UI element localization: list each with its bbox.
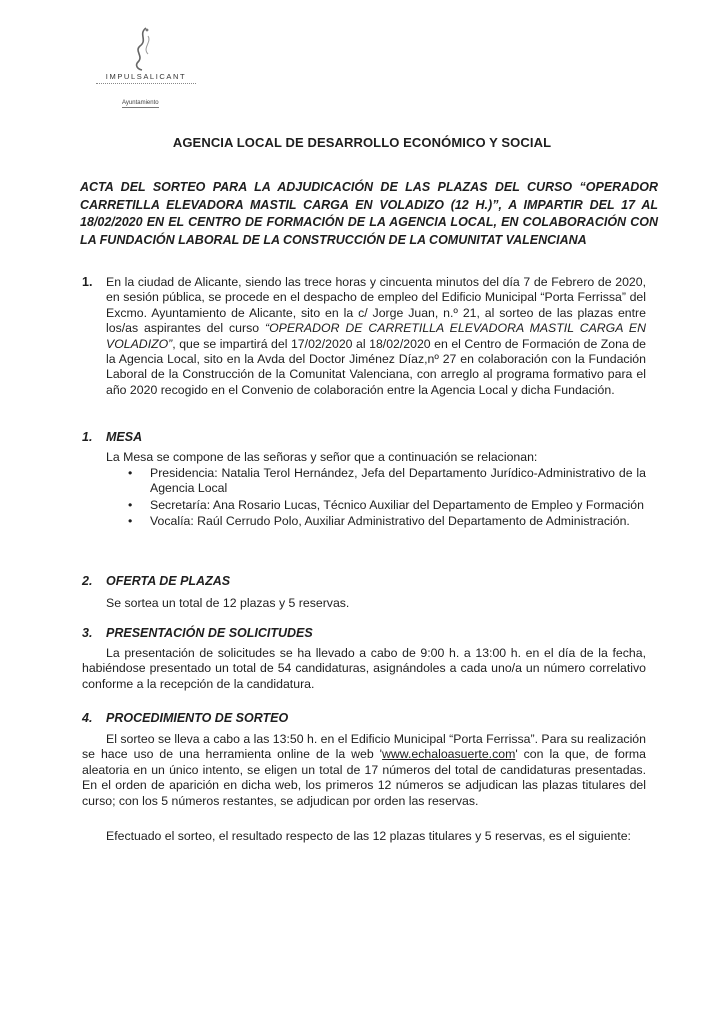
logo-small-text: Ayuntamiento	[122, 100, 159, 106]
section-number: 1.	[82, 430, 93, 444]
logo-name: IMPULSALICANT	[105, 72, 187, 81]
section-presentacion-title	[82, 626, 313, 640]
intro-number: 1.	[82, 275, 93, 289]
section-mesa-title	[82, 430, 142, 444]
intro-course-name: “OPERADOR DE CARRETILLA ELEVADORA MASTIL CARGA EN VOLADIZO”	[106, 321, 646, 351]
section-title-text: PRESENTACIÓN DE SOLICITUDES	[106, 626, 313, 640]
acta-title: ACTA DEL SORTEO PARA LA ADJUDICACIÓN DE LAS PLAZAS DEL CURSO “OPERADOR CARRETILLA ELEVADORA MASTIL CARGA EN VOLADIZO (12 H.)”, A IMPARTIR DEL 17 AL 18/02/2020 EN EL CENTRO DE FORMACIÓN DE LA AGENCIA LOCAL, EN COLABORACIÓN CON LA FUNDACIÓN LABORAL DE LA CONSTRUCCIÓN DE LA COMUNITAT VALENCIANA	[80, 180, 658, 247]
impulsalicant-logo	[86, 24, 196, 114]
list-item: • Secretaría: Ana Rosario Lucas, Técnico Auxiliar del Departamento de Empleo y Formación	[128, 498, 646, 513]
section-number: 4.	[82, 711, 93, 725]
section-procedimiento-result: Efectuado el sorteo, el resultado respecto de las 12 plazas titulares y 5 reservas, es el siguiente:	[106, 829, 631, 843]
logo-tagline-line	[96, 83, 196, 87]
intro-text-after: , que se impartirá del 17/02/2020 al 18/02/2020 en el Centro de Formación de Zona de la Agencia Local, sito en la Avda del Doctor Jiménez Díaz,nº 27 en colaboración con la Fundación Laboral de la Construcción de la Comunitat Valenciana, con arreglo al programa formativo para el año 2020 recogido en el Convenio de colaboración entre la Agencia Local y dicha Fundación.	[106, 336, 646, 397]
echaloasuerte-link[interactable]: www.echaloasuerte.com	[382, 747, 516, 762]
section-number: 3.	[82, 626, 93, 640]
section-title-text: OFERTA DE PLAZAS	[106, 574, 231, 588]
section-oferta-text: Se sortea un total de 12 plazas y 5 reservas.	[106, 596, 350, 610]
procedimiento-text-before: El sorteo se lleva a cabo a las 13:50 h. en el Edificio Municipal “Porta Ferrissa”. Para su realización se hace uso de una herramienta online de la web '	[82, 732, 646, 762]
section-title-text: MESA	[106, 430, 143, 444]
agency-title: AGENCIA LOCAL DE DESARROLLO ECONÓMICO Y SOCIAL	[172, 135, 552, 150]
intro-text-before: En la ciudad de Alicante, siendo las trece horas y cincuenta minutos del día 7 de Febrero de 2020, en sesión pública, se procede en el despacho de empleo del Edificio Municipal “Porta Ferrissa” del Excmo. Ayuntamiento de Alicante, sito en la c/ Jorge Juan, n.º 21, al sorteo de las plazas entre los/as aspirantes del curso	[106, 275, 646, 336]
section-title-text: PROCEDIMIENTO DE SORTEO	[106, 711, 289, 725]
section-procedimiento-text	[82, 732, 646, 809]
section-number: 2.	[82, 574, 93, 588]
logo-emblem-icon	[128, 26, 156, 72]
mesa-members-list	[128, 466, 646, 531]
list-item: • Vocalía: Raúl Cerrudo Polo, Auxiliar Administrativo del Departamento de Administración.	[128, 514, 646, 529]
list-item: • Presidencia: Natalia Terol Hernández, Jefa del Departamento Jurídico-Administrativo de la Agencia Local	[128, 466, 646, 497]
section-presentacion-text: La presentación de solicitudes se ha llevado a cabo de 9:00 h. a 13:00 h. en el día de la fecha, habiéndose presentado un total de 54 candidaturas, asignándoles a cada uno/a un número correlativo conforme a la recepción de la candidatura.	[82, 646, 646, 691]
section-mesa-intro: La Mesa se compone de las señoras y señor que a continuación se relacionan:	[106, 450, 538, 464]
section-procedimiento-title	[82, 711, 288, 725]
section-oferta-title	[82, 574, 230, 588]
procedimiento-text-after: ' con la que, de forma aleatoria en un único intento, se eligen un total de 17 números del total de candidaturas presentadas. En el orden de aparición en dicha web, los primeros 12 números se adjudican las plazas titulares del curso; con los 5 números restantes, se adjudican por orden las reservas.	[82, 747, 647, 808]
intro-paragraph	[106, 275, 646, 398]
